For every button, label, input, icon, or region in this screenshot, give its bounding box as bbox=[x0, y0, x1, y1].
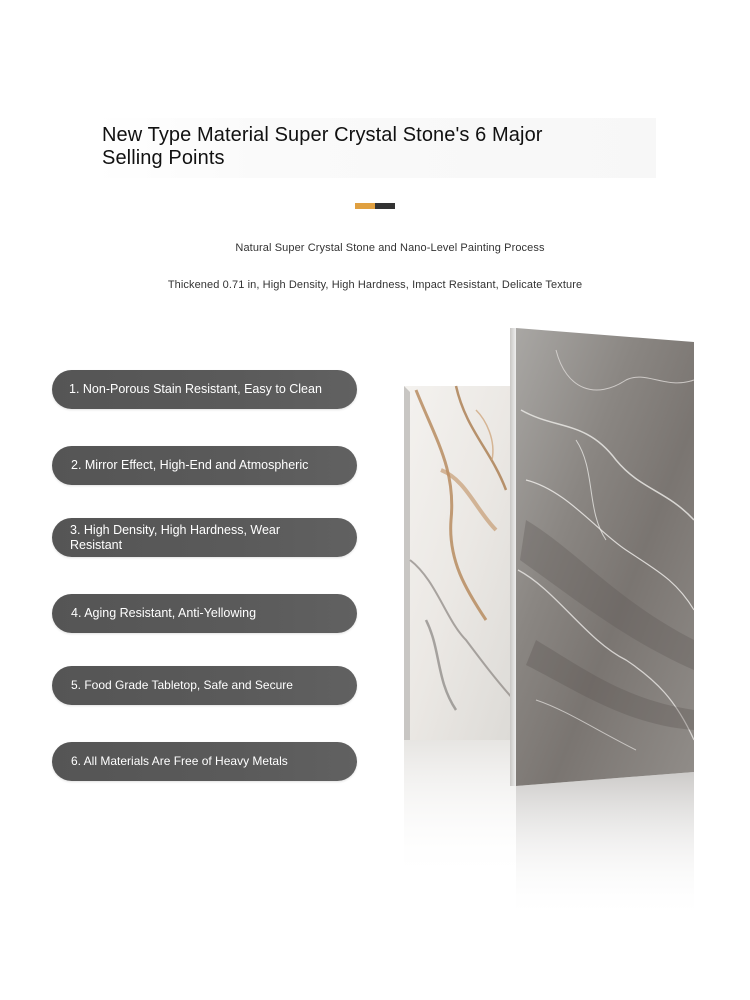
divider-accent-segment bbox=[355, 203, 375, 209]
feature-pill-3 bbox=[52, 518, 357, 557]
feature-pill-5 bbox=[52, 666, 357, 705]
product-slabs bbox=[396, 320, 706, 920]
feature-label: 3. High Density, High Hardness, Wear Resistant bbox=[70, 522, 281, 552]
feature-pill-1 bbox=[52, 370, 357, 409]
feature-pill-4 bbox=[52, 594, 357, 633]
subtitle-process: Natural Super Crystal Stone and Nano-Level Painting Process bbox=[235, 242, 545, 254]
feature-label: 5. Food Grade Tabletop, Safe and Secure bbox=[71, 678, 293, 692]
feature-label: 2. Mirror Effect, High-End and Atmospheric bbox=[71, 458, 309, 472]
subtitle-properties: Thickened 0.71 in, High Density, High Hardness, Impact Resistant, Delicate Texture bbox=[167, 279, 583, 291]
feature-label: 4. Aging Resistant, Anti-Yellowing bbox=[71, 606, 257, 620]
feature-pill-2 bbox=[52, 446, 357, 485]
white-marble-slab bbox=[404, 386, 516, 880]
feature-pill-6 bbox=[52, 742, 357, 781]
title-divider bbox=[355, 203, 395, 209]
slab-illustration bbox=[396, 320, 706, 920]
feature-label: 1. Non-Porous Stain Resistant, Easy to Clean bbox=[69, 382, 322, 396]
grey-marble-slab bbox=[510, 328, 694, 920]
divider-dark-segment bbox=[375, 203, 395, 209]
feature-label: 6. All Materials Are Free of Heavy Metals bbox=[71, 754, 288, 768]
title-banner bbox=[94, 118, 656, 178]
page-title: New Type Material Super Crystal Stone's 6 Major Selling Points bbox=[102, 124, 543, 169]
